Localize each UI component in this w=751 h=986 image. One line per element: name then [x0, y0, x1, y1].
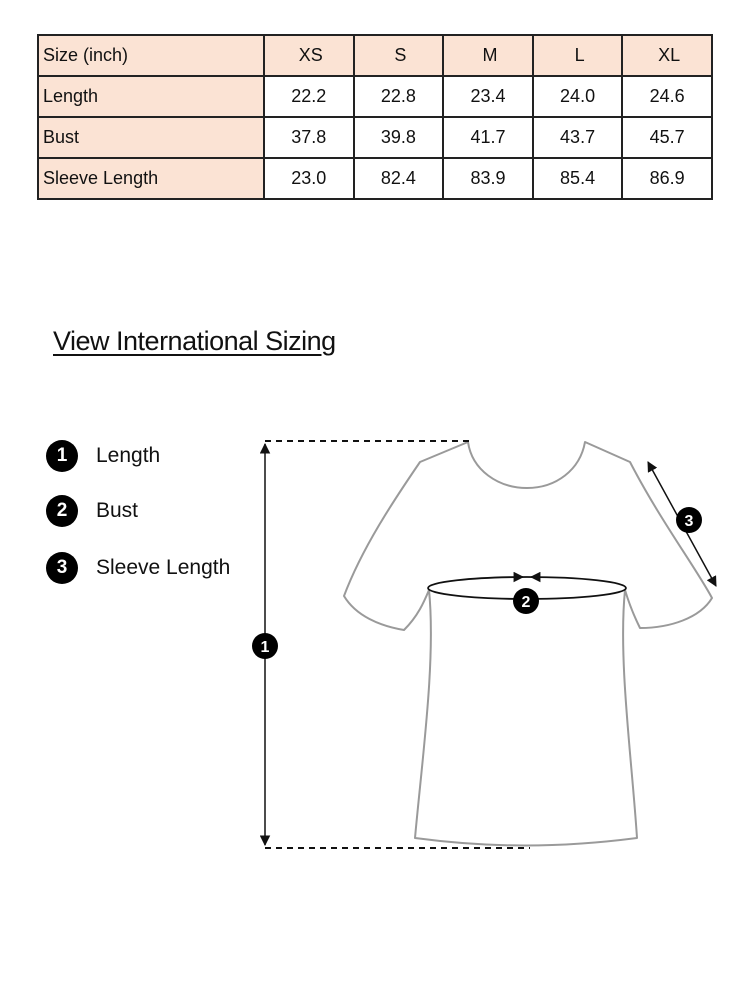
table-cell: 37.8: [264, 117, 354, 158]
header-cell: XL: [622, 35, 712, 76]
table-cell: 23.4: [443, 76, 533, 117]
legend-label: Bust: [96, 499, 139, 522]
header-cell: XS: [264, 35, 354, 76]
table-cell: 41.7: [443, 117, 533, 158]
table-cell: 22.8: [354, 76, 444, 117]
number-badge-icon: 2: [46, 495, 78, 527]
row-label: Bust: [38, 117, 264, 158]
table-cell: 85.4: [533, 158, 623, 199]
header-cell: M: [443, 35, 533, 76]
table-cell: 43.7: [533, 117, 623, 158]
length-marker-icon: [252, 633, 278, 659]
legend-label: Sleeve Length: [96, 556, 231, 579]
length-marker-label: 1: [260, 639, 270, 656]
length-dimension-line: [265, 441, 530, 848]
table-cell: 24.6: [622, 76, 712, 117]
table-cell: 86.9: [622, 158, 712, 199]
tshirt-outline-icon: [344, 442, 712, 846]
header-cell: S: [354, 35, 444, 76]
table-cell: 22.2: [264, 76, 354, 117]
table-cell: 82.4: [354, 158, 444, 199]
number-badge-icon: 1: [46, 440, 78, 472]
number-badge-icon: 3: [46, 552, 78, 584]
row-label: Length: [38, 76, 264, 117]
table-cell: 24.0: [533, 76, 623, 117]
sleeve-marker-label: 3: [684, 513, 694, 530]
legend-label: Length: [96, 444, 161, 467]
table-cell: 39.8: [354, 117, 444, 158]
table-cell: 83.9: [443, 158, 533, 199]
table-cell: 45.7: [622, 117, 712, 158]
bust-marker-label: 2: [521, 594, 531, 611]
sleeve-marker-icon: [676, 507, 702, 533]
bust-marker-icon: [513, 588, 539, 614]
table-cell: 23.0: [264, 158, 354, 199]
row-label: Sleeve Length: [38, 158, 264, 199]
header-cell: Size (inch): [38, 35, 264, 76]
header-cell: L: [533, 35, 623, 76]
view-international-sizing-link[interactable]: View International Sizing: [53, 326, 336, 356]
